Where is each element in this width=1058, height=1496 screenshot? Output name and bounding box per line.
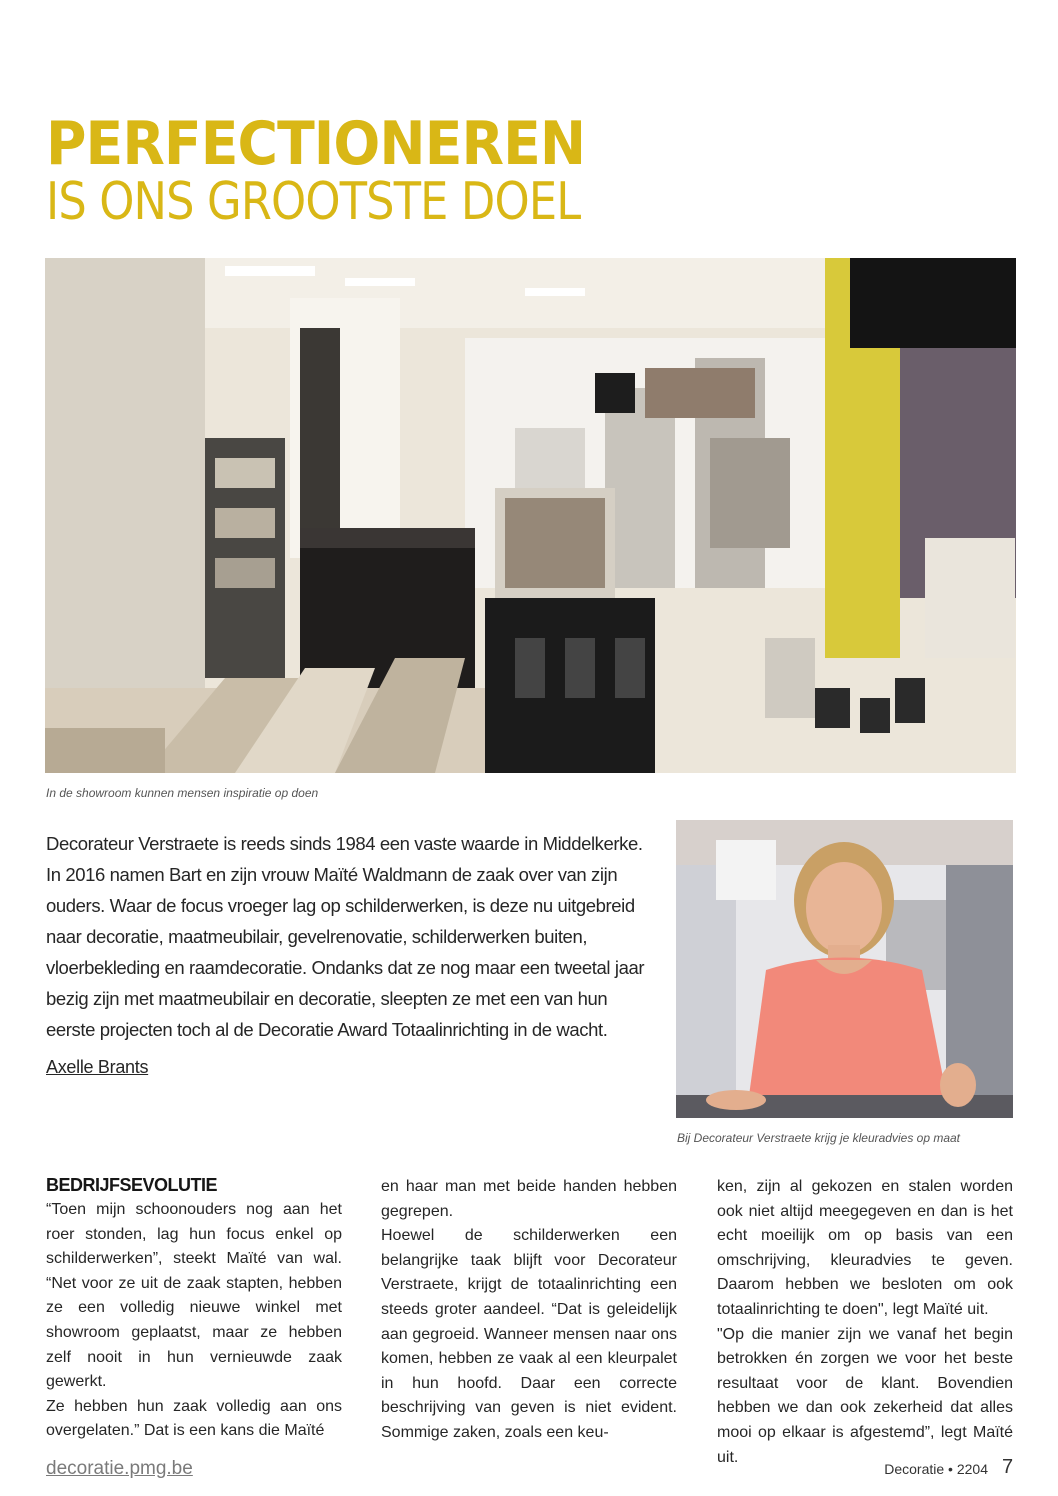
website-link[interactable]: decoratie.pmg.be [46,1458,193,1479]
article-paragraph: en haar man met beide handen hebben gegrepen. [381,1178,677,1220]
portrait-photo [676,820,1013,1118]
portrait-photo-caption: Bij Decorateur Verstraete krijg je kleuradvies op maat [677,1131,961,1145]
section-heading: BEDRIJFSEVOLUTIE [46,1175,218,1195]
article-column-3 [717,1175,1013,1470]
headline: PERFECTIONEREN [46,109,586,179]
showroom-photo [45,258,1016,773]
article-paragraph: ken, zijn al gekozen en stalen worden ook niet altijd meegegeven en dan is het echt moeilijk om op basis van een omschrijving, kleuradvies te geven. Daarom hebben we besloten om ook totaalinrichting te doen", legt Maïté uit. [717,1178,1013,1318]
subheadline: IS ONS GROOTSTE DOEL [46,172,581,232]
intro-paragraph: Decorateur Verstraete is reeds sinds 1984 een vaste waarde in Middelkerke. In 2016 namen Bart en zijn vrouw Maïté Waldmann de zaak over van zijn ouders. Waar de focus vroeger lag op schilderwerken, is deze nu uitgebreid naar decoratie, maatmeubilair, gevelrenovatie, schilderwerken buiten, vloerbekleding en raamdecoratie. Ondanks dat ze nog maar een tweetal jaar bezig zijn met maatmeubilair en decoratie, sleepten ze met een van hun eerste projecten toch al de Decoratie Award Totaalinrichting in de wacht. [46,833,645,1040]
showroom-photo-caption: In de showroom kunnen mensen inspiratie op doen [46,786,319,800]
author-link[interactable]: Axelle Brants [46,1057,149,1077]
article-column-1 [46,1172,342,1444]
page-number: 7 [1002,1456,1014,1478]
article-paragraph: “Toen mijn schoonouders nog aan het roer stonden, lag hun focus enkel op schilderwerken”, steekt Maïté van wal. “Net voor ze uit de zaak stapten, hebben ze een volledig nieuwe winkel met showroom geplaatst, maar ze hebben zelf nooit in hun vernieuwde zaak gewerkt. [46,1201,342,1391]
article-column-2 [381,1175,677,1446]
article-paragraph: Hoewel de schilderwerken een belangrijke taak blijft voor Decorateur Verstraete, krijgt de totaalinrichting een steeds groter aandeel. “Dat is geleidelijk aan gegroeid. Wanneer mensen naar ons komen, hebben ze vaak al een kleurpalet in hun hoofd. Daar een correcte beschrijving van geven is niet evident. Sommige zaken, zoals een keu- [381,1227,677,1441]
article-paragraph: "Op die manier zijn we vanaf het begin betrokken én zorgen we voor het beste resultaat voor de klant. Bovendien hebben we dan ook zekerheid dat alles mooi op elkaar is afgestemd”, legt Maïté uit. [717,1325,1013,1466]
article-paragraph: Ze hebben hun zaak volledig aan ons overgelaten.” Dat is een kans die Maïté [46,1397,342,1440]
issue-label: Decoratie • 2204 [884,1461,988,1477]
